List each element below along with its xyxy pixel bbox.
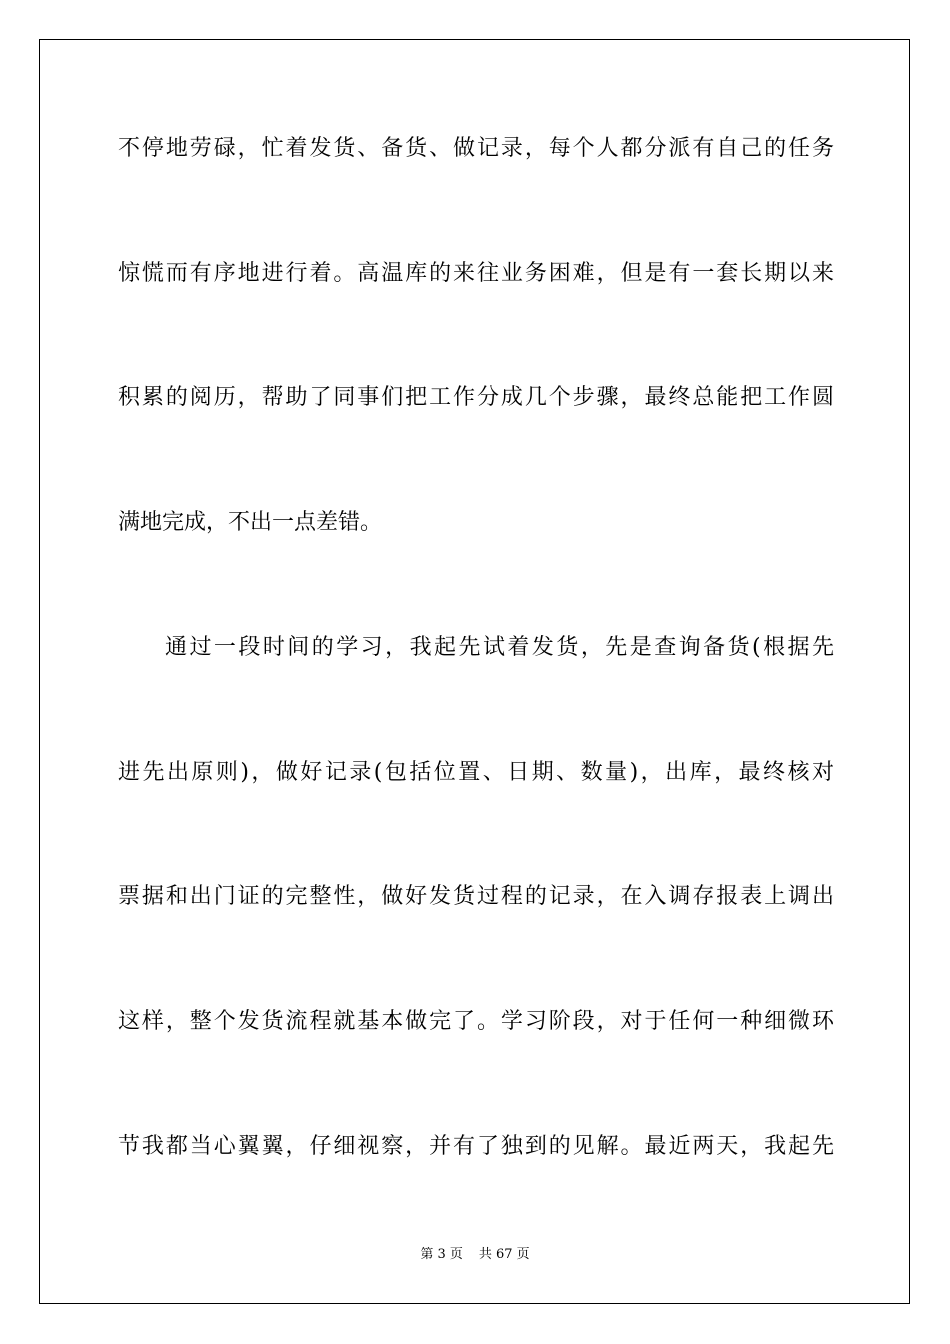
text-line: 积累的阅历，帮助了同事们把工作分成几个步骤，最终总能把工作圆: [118, 385, 834, 410]
text-line: 满地完成，不出一点差错。: [118, 510, 383, 535]
paragraph-first-line: 通过一段时间的学习，我起先试着发货，先是查询备货(根据先: [165, 635, 834, 660]
total-pages: 共 67 页: [478, 1247, 530, 1262]
text-line: 票据和出门证的完整性，做好发货过程的记录，在入调存报表上调出: [118, 884, 834, 909]
text-line: 不停地劳碌，忙着发货、备货、做记录，每个人都分派有自己的任务: [118, 136, 834, 161]
page-number: 第 3 页: [420, 1247, 463, 1262]
page-footer: [0, 1246, 950, 1264]
text-line: 进先出原则)，做好记录(包括位置、日期、数量)，出库，最终核对: [118, 760, 834, 785]
text-line: 节我都当心翼翼，仔细视察，并有了独到的见解。最近两天，我起先: [118, 1134, 834, 1159]
text-line: 惊慌而有序地进行着。高温库的来往业务困难，但是有一套长期以来: [118, 261, 834, 286]
page-border: [39, 39, 910, 1304]
text-line: 这样，整个发货流程就基本做完了。学习阶段，对于任何一种细微环: [118, 1009, 834, 1034]
